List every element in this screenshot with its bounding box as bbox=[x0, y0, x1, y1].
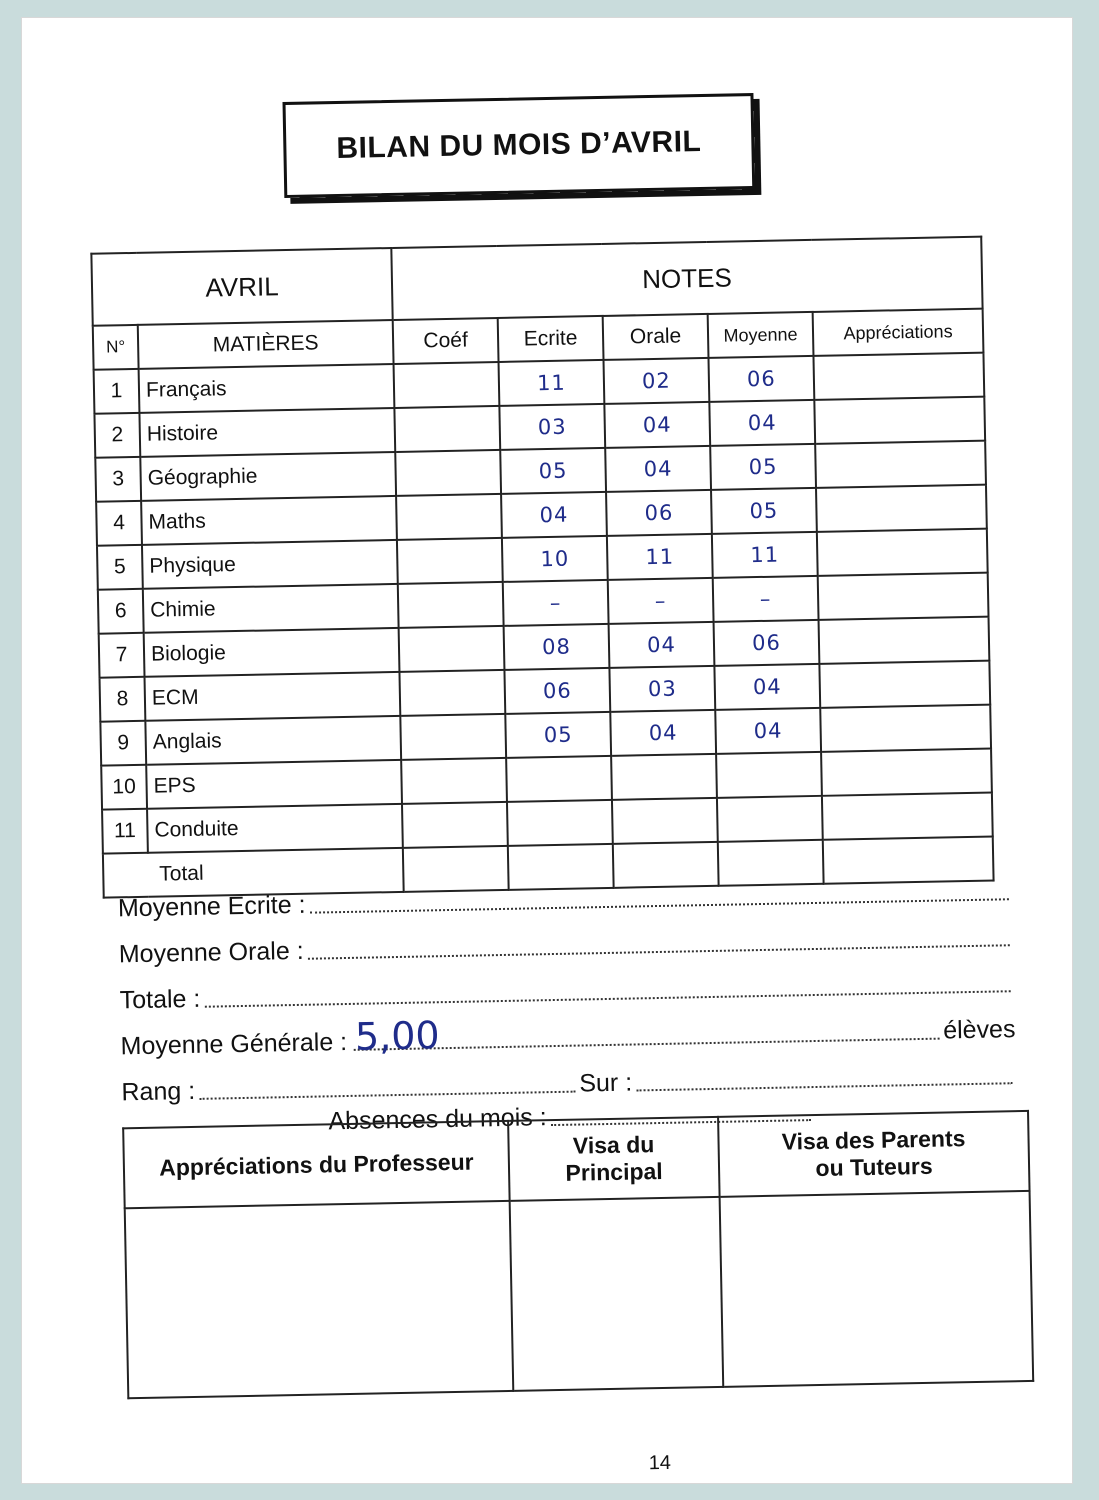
sur-label: Sur : bbox=[579, 1068, 633, 1098]
coef-cell bbox=[398, 582, 504, 628]
subject-name: Histoire bbox=[139, 408, 395, 457]
visa-principal-line-2: Principal bbox=[565, 1157, 663, 1186]
subject-name: Maths bbox=[141, 496, 397, 545]
appreciation-cell bbox=[813, 353, 984, 400]
moyenne-grade: 05 bbox=[711, 488, 817, 534]
appreciation-cell bbox=[820, 705, 991, 752]
orale-grade: 04 bbox=[610, 710, 716, 756]
booklet-page bbox=[22, 18, 1072, 1483]
moyenne-grade: 06 bbox=[708, 356, 814, 402]
appreciation-cell bbox=[822, 793, 993, 840]
row-number: 2 bbox=[94, 413, 140, 458]
orale-grade: 04 bbox=[605, 446, 711, 492]
page-number: 14 bbox=[648, 1451, 672, 1475]
dotted-line bbox=[636, 1081, 1012, 1091]
coef-cell bbox=[399, 670, 505, 716]
row-number: 7 bbox=[99, 633, 145, 678]
ecrite-grade: 03 bbox=[499, 404, 605, 450]
moyenne-grade: 11 bbox=[712, 532, 818, 578]
visa-table bbox=[122, 1110, 1034, 1399]
moyenne-grade: 06 bbox=[714, 620, 820, 666]
subject-name: Géographie bbox=[140, 452, 396, 501]
row-number: 1 bbox=[94, 369, 140, 414]
coef-cell bbox=[394, 406, 500, 452]
num-header: N° bbox=[93, 325, 139, 370]
subject-name: Biologie bbox=[144, 628, 400, 677]
coef-cell bbox=[395, 450, 501, 496]
moyenne-grade: 04 bbox=[714, 664, 820, 710]
appreciation-cell bbox=[816, 485, 987, 532]
visa-parents-line-2: ou Tuteurs bbox=[815, 1152, 933, 1182]
moyenne-grade: 04 bbox=[715, 708, 821, 754]
subject-name: Anglais bbox=[145, 716, 401, 765]
orale-grade: – bbox=[608, 578, 714, 624]
coef-cell bbox=[399, 626, 505, 672]
appreciation-cell bbox=[819, 617, 990, 664]
subject-name: Français bbox=[139, 364, 395, 413]
ecrite-grade bbox=[507, 800, 613, 846]
eleves-label: élèves bbox=[942, 1015, 1016, 1045]
ecrite-grade: 06 bbox=[504, 668, 610, 714]
moyenne-ecrite-label: Moyenne Ecrite : bbox=[117, 890, 306, 923]
row-number: 11 bbox=[102, 809, 148, 854]
matieres-header: MATIÈRES bbox=[138, 320, 394, 369]
subject-name: EPS bbox=[146, 760, 402, 809]
appreciation-cell bbox=[815, 441, 986, 488]
notes-header: NOTES bbox=[391, 237, 982, 320]
moyenne-grade: 04 bbox=[709, 400, 815, 446]
visa-principal-header bbox=[508, 1117, 719, 1201]
subject-name: Physique bbox=[142, 540, 398, 589]
dotted-line bbox=[199, 1090, 575, 1100]
ecrite-grade: 08 bbox=[504, 624, 610, 670]
moyenne-generale-label: Moyenne Générale : bbox=[120, 1027, 348, 1061]
grades-table bbox=[90, 236, 994, 899]
ecrite-grade: 05 bbox=[505, 712, 611, 758]
appreciation-cell bbox=[818, 573, 989, 620]
absences-label: Absences du mois : bbox=[328, 1103, 547, 1136]
row-number: 10 bbox=[101, 765, 147, 810]
appreciations-header: Appréciations bbox=[813, 309, 984, 356]
row-number: 3 bbox=[95, 457, 141, 502]
orale-grade: 04 bbox=[604, 402, 710, 448]
month-header: AVRIL bbox=[91, 248, 392, 326]
visa-parents-box bbox=[720, 1191, 1034, 1387]
ecrite-grade: 10 bbox=[502, 536, 608, 582]
coef-cell bbox=[402, 802, 508, 848]
ecrite-grade: 05 bbox=[500, 448, 606, 494]
appreciation-cell bbox=[819, 661, 990, 708]
appreciations-professeur-box bbox=[125, 1201, 514, 1398]
moyenne-grade bbox=[717, 796, 823, 842]
moyenne-grade bbox=[716, 752, 822, 798]
appreciation-cell bbox=[817, 529, 988, 576]
page-content bbox=[77, 60, 1054, 1478]
moyenne-grade: – bbox=[713, 576, 819, 622]
visa-parents-line-1: Visa des Parents bbox=[781, 1125, 966, 1155]
appreciation-cell bbox=[821, 749, 992, 796]
totale-label: Totale : bbox=[119, 984, 201, 1015]
ecrite-grade: 11 bbox=[499, 360, 605, 406]
ecrite-grade: – bbox=[503, 580, 609, 626]
row-number: 6 bbox=[98, 589, 144, 634]
orale-grade: 04 bbox=[609, 622, 715, 668]
moyenne-header: Moyenne bbox=[708, 312, 814, 358]
coef-cell bbox=[400, 714, 506, 760]
coef-header: Coéf bbox=[393, 318, 499, 364]
moyenne-orale-label: Moyenne Orale : bbox=[118, 936, 304, 969]
visa-principal-box bbox=[510, 1197, 724, 1391]
row-number: 5 bbox=[97, 545, 143, 590]
rang-label: Rang : bbox=[121, 1076, 196, 1107]
coef-cell bbox=[401, 758, 507, 804]
orale-grade: 11 bbox=[607, 534, 713, 580]
orale-grade: 02 bbox=[604, 358, 710, 404]
moyenne-grade: 05 bbox=[710, 444, 816, 490]
visa-parents-header bbox=[718, 1111, 1029, 1197]
subject-name: Conduite bbox=[147, 804, 403, 853]
orale-grade bbox=[612, 798, 718, 844]
orale-header: Orale bbox=[603, 314, 709, 360]
coef-cell bbox=[397, 538, 503, 584]
subject-name: Chimie bbox=[143, 584, 399, 633]
ecrite-header: Ecrite bbox=[498, 316, 604, 362]
row-number: 4 bbox=[96, 501, 142, 546]
orale-grade bbox=[611, 754, 717, 800]
appreciations-professeur-header: Appréciations du Professeur bbox=[123, 1121, 509, 1208]
summary-section bbox=[117, 860, 1017, 1140]
row-number: 8 bbox=[100, 677, 146, 722]
coef-cell bbox=[394, 362, 500, 408]
visa-principal-line-1: Visa du bbox=[572, 1131, 655, 1159]
page-title: BILAN DU MOIS D’AVRIL bbox=[282, 93, 755, 198]
orale-grade: 03 bbox=[609, 666, 715, 712]
ecrite-grade: 04 bbox=[501, 492, 607, 538]
coef-cell bbox=[396, 494, 502, 540]
orale-grade: 06 bbox=[606, 490, 712, 536]
row-number: 9 bbox=[100, 721, 146, 766]
moyenne-generale-value: 5,00 bbox=[354, 1013, 441, 1059]
ecrite-grade bbox=[506, 756, 612, 802]
total-label: Total bbox=[103, 848, 404, 898]
subject-name: ECM bbox=[145, 672, 401, 721]
appreciation-cell bbox=[814, 397, 985, 444]
